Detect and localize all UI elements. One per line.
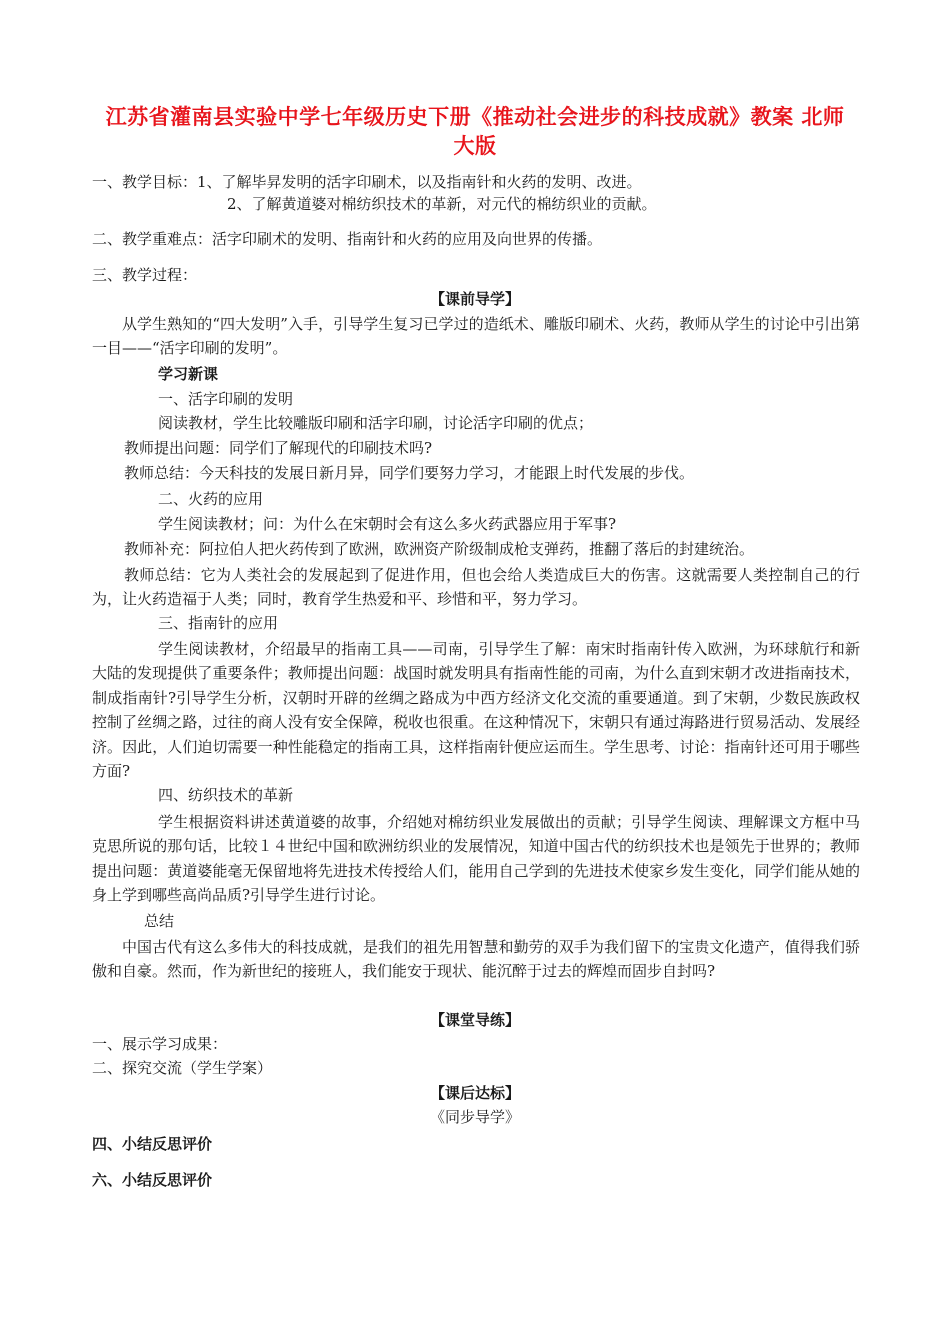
section-1-reading: 阅读教材，学生比较雕版印刷和活字印刷，讨论活字印刷的优点； [158,414,594,432]
section-1-question: 教师提出问题：同学们了解现代的印刷技术吗? [124,439,433,457]
section-2-reading: 学生阅读教材；问：为什么在宋朝时会有这么多火药武器应用于军事? [158,515,617,533]
section-4-paragraph: 学生根据资料讲述黄道婆的故事，介绍她对棉纺织业发展做出的贡献；引导学生阅读、理解课文方框中马克思所说的那句话，比较１４世纪中国和欧洲纺织业的发展情况，知道中国古代的纺织技术也是领先于世界的；教师提出问题：黄道婆能毫无保留地将先进技术传授给人们，能用自己学到的先进技术使家乡发生变化，同学们能从她的身上学到哪些高尚品质?引导学生进行讨论。 [92,813,860,905]
preview-heading: 【课前导学】 [429,290,520,308]
classroom-item-1: 一、展示学习成果： [92,1035,228,1053]
section-3-paragraph: 学生阅读教材，介绍最早的指南工具——司南，引导学生了解：南宋时指南针传入欧洲，为环球航行和新大陆的发现提供了重要条件；教师提出问题：战国时就发明具有指南性能的司南，为什么直到宋朝才改进指南技术，制成指南针?引导学生分析，汉朝时开辟的丝绸之路成为中西方经济文化交流的重要通道。到了宋朝，少数民族政权控制了丝绸之路，过往的商人没有安全保障，税收也很重。在这种情况下，宋朝只有通过海路进行贸易活动、发展经济。因此，人们迫切需要一种性能稳定的指南工具，这样指南针便应运而生。学生思考、讨论：指南针还可用于哪些方面? [92,640,860,781]
classroom-practice-heading: 【课堂导练】 [429,1011,520,1029]
summary-label: 总结 [144,912,175,930]
section-2-title: 二、火药的应用 [158,490,264,508]
reflection-heading-6: 六、小结反思评价 [92,1171,213,1189]
preview-paragraph: 从学生熟知的“四大发明”入手，引导学生复习已学过的造纸术、雕版印刷术、火药，教师从学生的讨论中引出第一目——“活字印刷的发明”。 [92,315,860,358]
section-2-supplement: 教师补充：阿拉伯人把火药传到了欧洲，欧洲资产阶级制成枪支弹药，推翻了落后的封建统治。 [124,540,755,558]
section-3-title: 三、指南针的应用 [158,614,279,632]
teaching-goal-2: 2、了解黄道婆对棉纺织技术的革新，对元代的棉纺织业的贡献。 [227,195,657,213]
after-class-heading: 【课后达标】 [429,1084,520,1102]
summary-paragraph: 中国古代有这么多伟大的科技成就，是我们的祖先用智慧和勤劳的双手为我们留下的宝贵文化遗产，值得我们骄傲和自豪。然而，作为新世纪的接班人，我们能安于现状、能沉醉于过去的辉煌而固步自封吗? [92,938,860,981]
teaching-goal-1: 一、教学目标：1、了解毕昇发明的活字印刷术，以及指南针和火药的发明、改进。 [92,173,642,191]
section-2-summary: 教师总结：它为人类社会的发展起到了促进作用，但也会给人类造成巨大的伤害。这就需要人类控制自己的行为，让火药造福于人类；同时，教育学生热爱和平、珍惜和平，努力学习。 [92,566,860,609]
section-1-summary: 教师总结：今天科技的发展日新月异，同学们要努力学习，才能跟上时代发展的步伐。 [124,464,695,482]
teaching-process-heading: 三、教学过程： [92,266,198,284]
reflection-heading-4: 四、小结反思评价 [92,1135,213,1153]
section-4-title: 四、纺织技术的革新 [158,786,294,804]
after-class-book: 《同步导学》 [429,1108,520,1126]
section-1-title: 一、活字印刷的发明 [158,390,294,408]
classroom-item-2: 二、探究交流（学生学案） [92,1059,273,1077]
document-title: 江苏省灌南县实验中学七年级历史下册《推动社会进步的科技成就》教案 北师大版 [105,105,845,158]
new-lesson-heading: 学习新课 [158,365,219,383]
key-points: 二、教学重难点：活字印刷术的发明、指南针和火药的应用及向世界的传播。 [92,230,603,248]
